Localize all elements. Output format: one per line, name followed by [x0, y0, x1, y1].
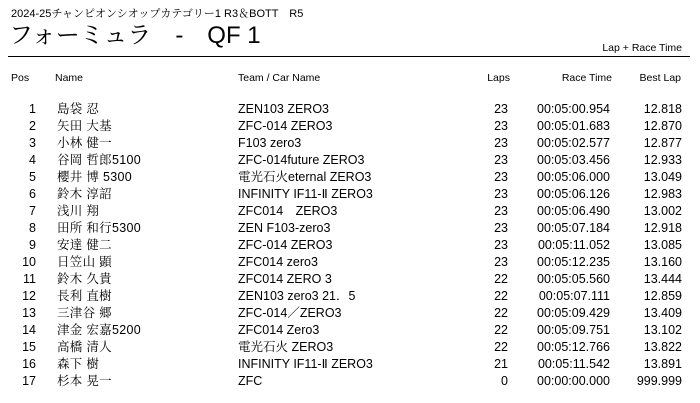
table-row [0, 322, 700, 339]
result-race-time: 00:05:06.000 [537, 170, 610, 184]
result-team-car: INFINITY IF11-Ⅱ ZERO3 [238, 357, 373, 371]
result-driver-name: 長利 直樹 [57, 289, 112, 303]
result-race-time: 00:00:00.000 [537, 374, 610, 388]
result-best-lap: 12.983 [643, 187, 682, 201]
result-team-car: 電光石火eternal ZERO3 [238, 170, 372, 184]
table-row [0, 203, 700, 220]
result-team-car: ZFC014 ZERO3 [238, 204, 338, 218]
result-driver-name: 矢田 大基 [57, 119, 112, 133]
result-pos: 7 [29, 204, 36, 218]
header-divider [8, 56, 690, 57]
result-laps: 23 [494, 187, 508, 201]
result-team-car: 電光石火 ZERO3 [238, 340, 334, 354]
result-team-car: ZFC-014 ZERO3 [238, 238, 333, 252]
result-best-lap: 12.918 [643, 221, 682, 235]
result-laps: 23 [494, 170, 508, 184]
result-best-lap: 12.870 [643, 119, 682, 133]
result-team-car: INFINITY IF11-Ⅱ ZERO3 [238, 187, 373, 201]
result-laps: 23 [494, 153, 508, 167]
table-row [0, 220, 700, 237]
result-driver-name: 谷岡 哲郎5100 [57, 153, 141, 167]
result-race-time: 00:05:06.490 [537, 204, 610, 218]
result-team-car: ZFC [238, 374, 263, 388]
result-laps: 0 [501, 374, 508, 388]
results-table-body [0, 101, 700, 390]
result-team-car: ZEN103 ZERO3 [238, 102, 330, 116]
session-type-label: Lap + Race Time [602, 42, 682, 54]
result-pos: 2 [29, 119, 36, 133]
table-row [0, 169, 700, 186]
result-race-time: 00:05:01.683 [537, 119, 610, 133]
table-row [0, 356, 700, 373]
table-row [0, 186, 700, 203]
table-row [0, 237, 700, 254]
result-laps: 22 [494, 289, 508, 303]
result-driver-name: 安達 健二 [57, 238, 112, 252]
result-race-time: 00:05:05.560 [537, 272, 610, 286]
result-driver-name: 日笠山 顕 [57, 255, 112, 269]
result-pos: 9 [29, 238, 36, 252]
result-race-time: 00:05:07.111 [538, 289, 610, 303]
result-driver-name: 島袋 忍 [57, 102, 100, 116]
result-race-time: 00:05:12.235 [537, 255, 610, 269]
table-row [0, 118, 700, 135]
result-driver-name: 森下 樹 [57, 357, 100, 371]
column-header-best-lap: Best Lap [639, 72, 681, 84]
column-header-name: Name [55, 72, 84, 84]
result-driver-name: 小林 健一 [57, 136, 112, 150]
result-pos: 8 [29, 221, 36, 235]
column-header-laps: Laps [487, 72, 510, 84]
result-best-lap: 12.877 [643, 136, 682, 150]
result-race-time: 00:05:09.751 [537, 323, 610, 337]
result-team-car: ZFC-014／ZERO3 [238, 306, 342, 320]
result-pos: 15 [22, 340, 36, 354]
result-team-car: ZFC014 Zero3 [238, 323, 320, 337]
table-row [0, 373, 700, 390]
result-best-lap: 13.102 [643, 323, 682, 337]
table-row [0, 135, 700, 152]
result-best-lap: 13.822 [643, 340, 682, 354]
event-subtitle: 2024-25チャンピオンシオップカテゴリー1 R3＆BOTT R5 [11, 8, 304, 20]
result-pos: 5 [29, 170, 36, 184]
column-header-pos: Pos [11, 72, 30, 84]
result-pos: 6 [29, 187, 36, 201]
result-driver-name: 津金 宏嘉5200 [57, 323, 141, 337]
result-team-car: ZFC014 ZERO 3 [238, 272, 332, 286]
result-laps: 23 [494, 136, 508, 150]
result-best-lap: 13.085 [643, 238, 682, 252]
result-team-car: ZEN103 zero3 21．5 [238, 289, 356, 303]
result-laps: 23 [494, 119, 508, 133]
table-row [0, 254, 700, 271]
result-pos: 11 [23, 272, 36, 286]
result-best-lap: 13.409 [643, 306, 682, 320]
result-driver-name: 三津谷 郷 [57, 306, 112, 320]
table-row [0, 339, 700, 356]
table-row [0, 288, 700, 305]
result-pos: 16 [22, 357, 36, 371]
result-race-time: 00:05:00.954 [537, 102, 610, 116]
result-laps: 23 [494, 238, 508, 252]
result-pos: 12 [22, 289, 36, 303]
result-team-car: ZEN F103-zero3 [238, 221, 331, 235]
result-race-time: 00:05:06.126 [537, 187, 610, 201]
result-driver-name: 鈴木 久貴 [57, 272, 112, 286]
result-pos: 14 [22, 323, 36, 337]
result-race-time: 00:05:11.542 [537, 357, 610, 371]
result-pos: 4 [29, 153, 36, 167]
result-laps: 23 [494, 221, 508, 235]
result-driver-name: 高橋 清人 [57, 340, 112, 354]
table-row [0, 305, 700, 322]
result-best-lap: 13.891 [643, 357, 682, 371]
result-laps: 23 [494, 204, 508, 218]
result-best-lap: 13.049 [643, 170, 682, 184]
result-laps: 22 [494, 340, 508, 354]
result-best-lap: 12.859 [643, 289, 682, 303]
result-driver-name: 浅川 翔 [57, 204, 100, 218]
table-row [0, 152, 700, 169]
result-best-lap: 13.160 [643, 255, 682, 269]
column-header-race-time: Race Time [561, 72, 612, 84]
result-laps: 21 [494, 357, 508, 371]
result-laps: 22 [494, 272, 508, 286]
page-title: フォーミュラ - QF 1 [9, 22, 261, 49]
result-driver-name: 櫻井 博 5300 [57, 170, 132, 184]
result-best-lap: 12.933 [643, 153, 682, 167]
result-driver-name: 杉本 晃一 [57, 374, 112, 388]
result-driver-name: 田所 和行5300 [57, 221, 141, 235]
result-best-lap: 999.999 [636, 374, 682, 388]
result-race-time: 00:05:11.052 [537, 238, 610, 252]
results-table-header [0, 71, 700, 85]
result-best-lap: 13.002 [643, 204, 682, 218]
result-team-car: F103 zero3 [238, 136, 302, 150]
result-race-time: 00:05:03.456 [537, 153, 610, 167]
result-laps: 23 [494, 255, 508, 269]
result-race-time: 00:05:02.577 [537, 136, 610, 150]
result-race-time: 00:05:12.766 [537, 340, 610, 354]
result-team-car: ZFC-014 ZERO3 [238, 119, 333, 133]
table-row [0, 101, 700, 118]
column-header-team: Team / Car Name [238, 72, 321, 84]
result-laps: 22 [494, 306, 508, 320]
result-pos: 17 [22, 374, 36, 388]
result-laps: 23 [494, 102, 508, 116]
result-pos: 13 [22, 306, 36, 320]
result-driver-name: 鈴木 淳詔 [57, 187, 112, 201]
result-best-lap: 12.818 [643, 102, 682, 116]
result-race-time: 00:05:09.429 [537, 306, 610, 320]
result-team-car: ZFC014 zero3 [238, 255, 318, 269]
result-pos: 10 [22, 255, 36, 269]
result-team-car: ZFC-014future ZERO3 [238, 153, 365, 167]
result-pos: 1 [29, 102, 36, 116]
result-race-time: 00:05:07.184 [537, 221, 610, 235]
result-pos: 3 [29, 136, 36, 150]
table-row [0, 271, 700, 288]
result-laps: 22 [494, 323, 508, 337]
result-best-lap: 13.444 [643, 272, 682, 286]
